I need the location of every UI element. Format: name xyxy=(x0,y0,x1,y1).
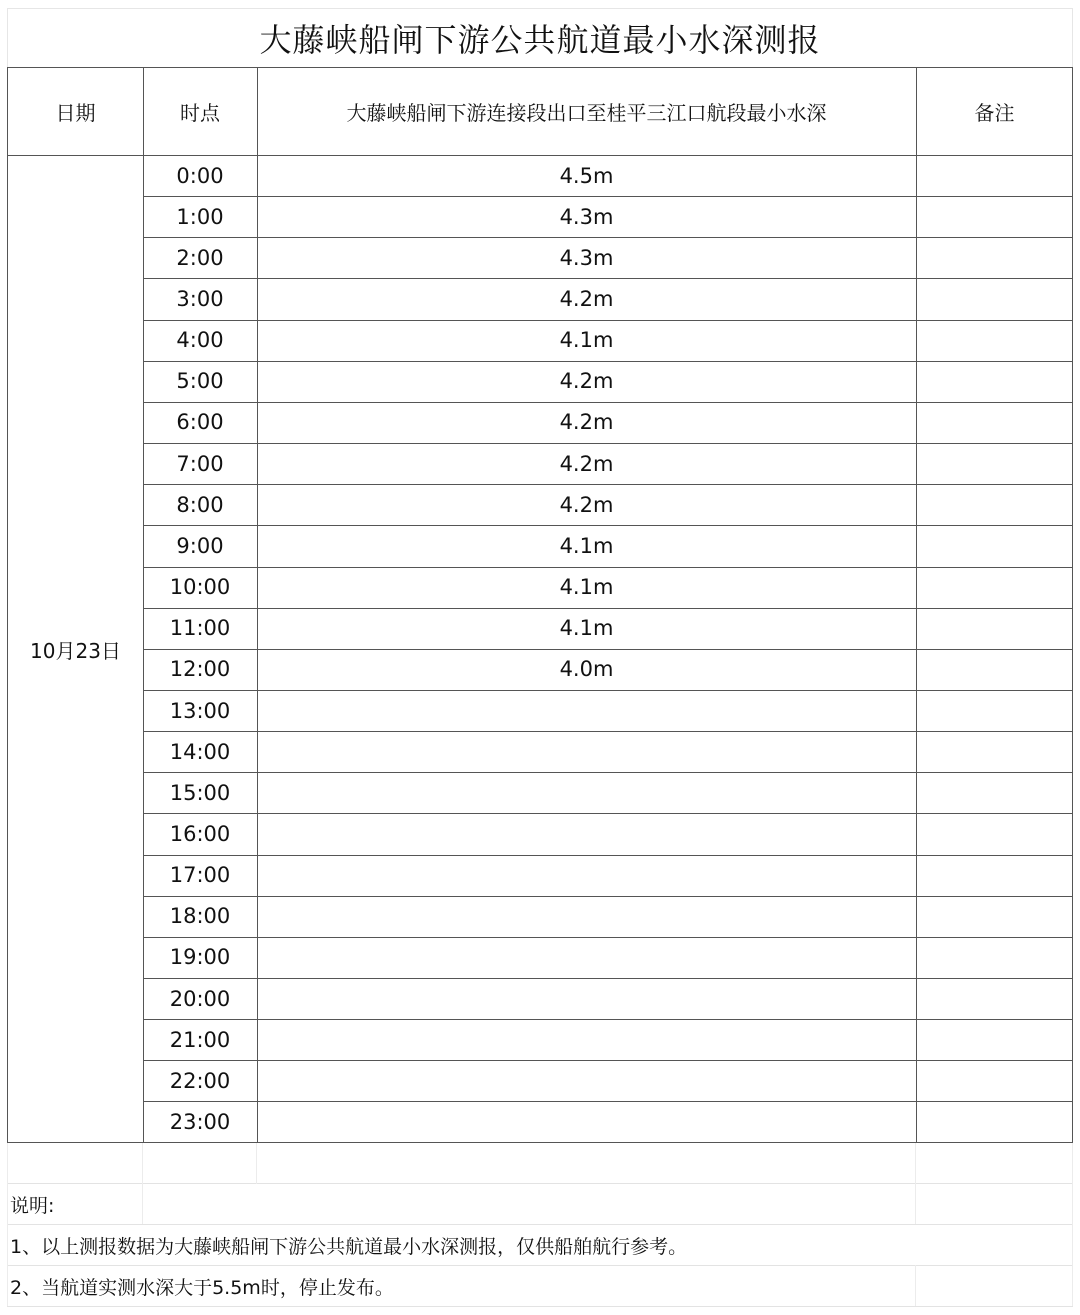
remark-cell xyxy=(916,1019,1073,1060)
note-line-1: 1、以上测报数据为大藤峡船闸下游公共航道最小水深测报，仅供船舶航行参考。 xyxy=(10,1235,688,1258)
time-cell: 12:00 xyxy=(169,657,231,682)
notes-heading: 说明: xyxy=(10,1194,55,1217)
time-cell: 23:00 xyxy=(169,1110,231,1134)
depth-cell xyxy=(257,1101,916,1142)
remark-cell xyxy=(916,772,1073,813)
time-cell: 22:00 xyxy=(169,1068,231,1093)
footer-divider xyxy=(1072,1143,1073,1306)
time-cell: 19:00 xyxy=(169,945,231,970)
depth-cell: 4.1m xyxy=(559,533,614,558)
remark-cell xyxy=(916,443,1073,484)
footer-divider xyxy=(915,1143,916,1224)
footer-divider xyxy=(7,1143,8,1306)
time-cell: 2:00 xyxy=(176,245,224,270)
depth-cell: 4.1m xyxy=(559,616,614,641)
depth-cell: 4.2m xyxy=(559,287,614,311)
depth-cell: 4.5m xyxy=(559,163,614,188)
remark-cell xyxy=(916,1101,1073,1142)
header-date: 日期 xyxy=(55,101,96,125)
footer-divider xyxy=(7,1306,1073,1307)
time-cell: 11:00 xyxy=(169,616,231,641)
footer-divider xyxy=(142,1143,143,1224)
remark-cell xyxy=(916,731,1073,772)
time-cell: 1:00 xyxy=(176,204,224,229)
remark-cell xyxy=(916,402,1073,443)
footer-divider xyxy=(256,1143,257,1184)
time-cell: 18:00 xyxy=(169,904,231,929)
remark-cell xyxy=(916,237,1073,278)
footer-divider xyxy=(915,1265,916,1306)
time-cell: 7:00 xyxy=(176,451,224,476)
time-cell: 9:00 xyxy=(176,533,224,558)
depth-cell xyxy=(257,937,916,978)
remark-cell xyxy=(916,278,1073,319)
remark-cell xyxy=(916,690,1073,731)
depth-cell xyxy=(257,813,916,854)
time-cell: 20:00 xyxy=(169,986,231,1011)
remark-cell xyxy=(916,813,1073,854)
remark-cell xyxy=(916,608,1073,649)
time-cell: 21:00 xyxy=(169,1027,231,1052)
remark-cell xyxy=(916,525,1073,566)
remark-cell xyxy=(916,1060,1073,1101)
remark-cell xyxy=(916,196,1073,237)
title-cell xyxy=(7,8,1073,68)
remark-cell xyxy=(916,896,1073,937)
time-cell: 10:00 xyxy=(169,575,231,600)
depth-cell: 4.1m xyxy=(559,575,614,600)
depth-cell xyxy=(257,855,916,896)
footer-divider xyxy=(7,1183,1073,1184)
time-cell: 16:00 xyxy=(169,821,231,846)
depth-cell xyxy=(257,731,916,772)
remark-cell xyxy=(916,567,1073,608)
time-cell: 4:00 xyxy=(176,328,224,353)
time-cell: 17:00 xyxy=(169,863,231,888)
remark-cell xyxy=(916,484,1073,525)
remark-cell xyxy=(916,855,1073,896)
depth-cell: 4.3m xyxy=(559,204,614,229)
remark-cell xyxy=(916,361,1073,402)
remark-cell xyxy=(916,937,1073,978)
remark-cell xyxy=(916,155,1073,196)
depth-cell xyxy=(257,772,916,813)
time-cell: 3:00 xyxy=(176,287,224,311)
time-cell: 6:00 xyxy=(176,410,224,435)
depth-cell: 4.0m xyxy=(559,657,614,682)
remark-cell xyxy=(916,978,1073,1019)
depth-cell: 4.1m xyxy=(559,328,614,353)
time-cell: 15:00 xyxy=(169,780,231,805)
depth-cell xyxy=(257,690,916,731)
depth-cell: 4.3m xyxy=(559,245,614,270)
time-cell: 0:00 xyxy=(176,163,224,188)
depth-cell xyxy=(257,978,916,1019)
note-line-2: 2、当航道实测水深大于5.5m时，停止发布。 xyxy=(10,1276,394,1299)
depth-cell xyxy=(257,1060,916,1101)
page-title: 大藤峡船闸下游公共航道最小水深测报 xyxy=(259,21,821,59)
header-remark: 备注 xyxy=(974,101,1015,125)
time-cell: 8:00 xyxy=(176,492,224,517)
remark-cell xyxy=(916,320,1073,361)
header-time: 时点 xyxy=(180,101,220,125)
date-cell: 10月23日 xyxy=(30,638,121,663)
depth-cell: 4.2m xyxy=(559,369,614,394)
depth-report-table xyxy=(7,67,1073,1143)
remark-cell xyxy=(916,649,1073,690)
depth-cell xyxy=(257,1019,916,1060)
header-min-depth: 大藤峡船闸下游连接段出口至桂平三江口航段最小水深 xyxy=(346,101,827,125)
depth-cell: 4.2m xyxy=(559,451,614,476)
time-cell: 14:00 xyxy=(169,739,231,764)
time-cell: 13:00 xyxy=(169,698,231,723)
depth-cell: 4.2m xyxy=(559,410,614,435)
time-cell: 5:00 xyxy=(176,369,224,394)
depth-cell: 4.2m xyxy=(559,492,614,517)
depth-cell xyxy=(257,896,916,937)
